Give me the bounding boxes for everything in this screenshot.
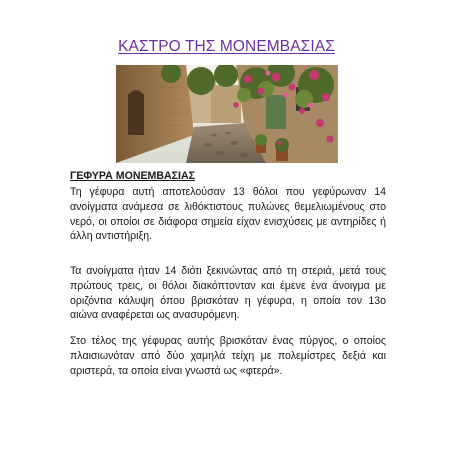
monemvasia-alley-photo: [116, 65, 338, 163]
paragraph-3: Στο τέλος της γέφυρας αυτής βρισκόταν ένας πύργος, ο οποίος πλαισιωνόταν από δύο χαμηλά τείχη με πολεμίστρες δεξιά και αριστερά, τα οποία είναι γνωστά ως «φτερά».: [70, 335, 386, 377]
section-heading: ΓΕΦΥΡΑ ΜΟΝΕΜΒΑΣΙΑΣ: [70, 170, 195, 182]
paragraph-2: Τα ανοίγματα ήταν 14 διότι ξεκινώντας από τη στεριά, μετά τους πρώτους τρεις, οι θόλοι διακόπτονταν και έμενε ένα άνοιγμα με οριζόντια κάλυψη όπου βρισκόταν η γέφυρα, η οποία τον 13ο αιώνα αναφέρεται ως ανασυρόμενη.: [70, 265, 386, 322]
paragraph-1: Τη γέφυρα αυτή αποτελούσαν 13 θόλοι που γεφύρωναν 14 ανοίγματα ανάμεσα σε λιθόκτιστους πυλώνες θεμελιωμένους στο νερό, οι οποίοι σε διάφορα σημεία είχαν ενισχύσεις με αντηρίδες ή άλλη αντιστήριξη.: [70, 186, 386, 243]
page-title: ΚΑΣΤΡΟ ΤΗΣ ΜΟΝΕΜΒΑΣΙΑΣ: [118, 38, 335, 55]
